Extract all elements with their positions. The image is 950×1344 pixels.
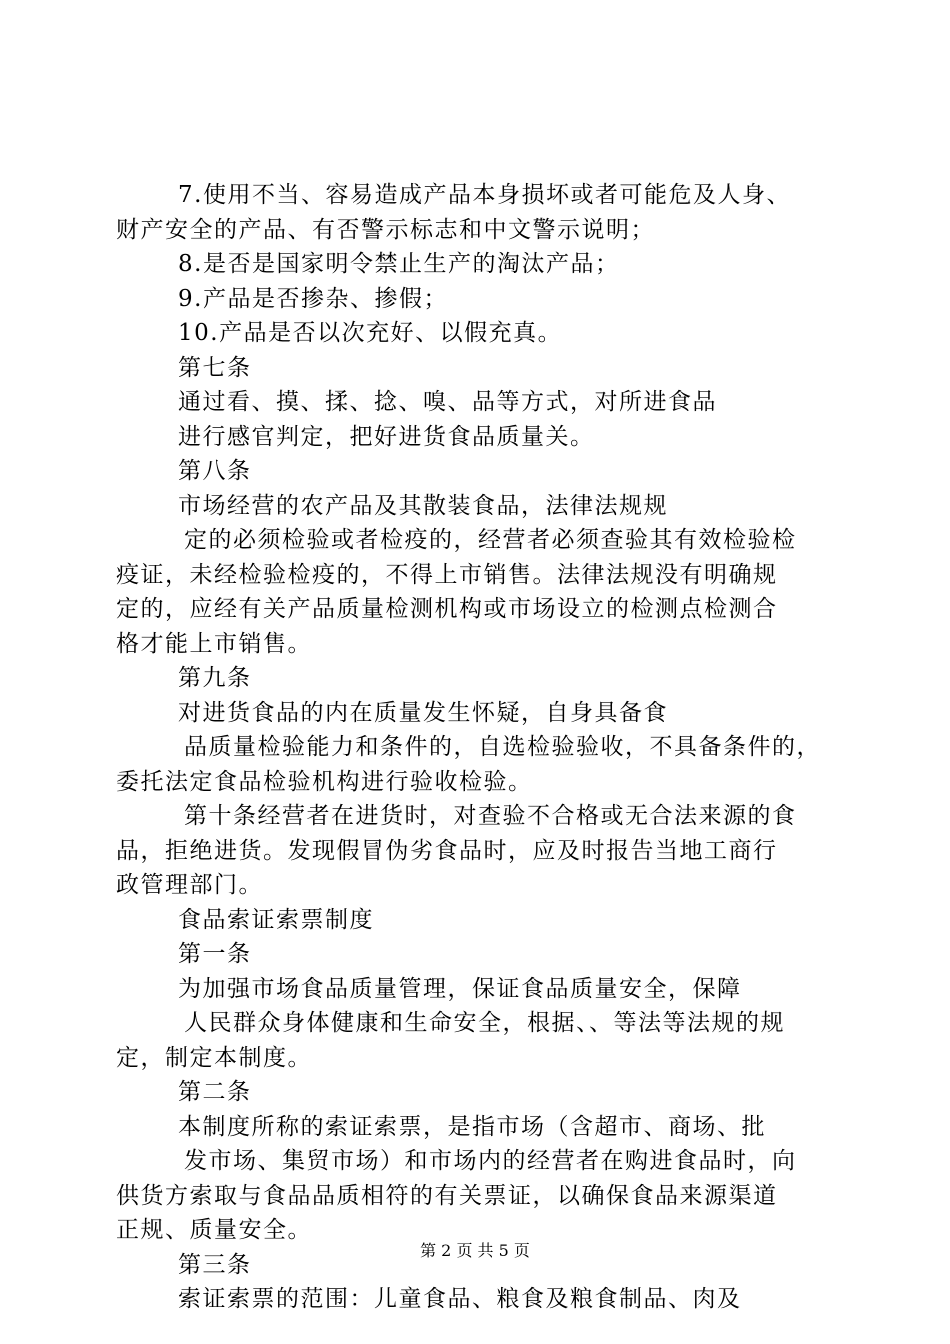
text-line: 食品索证索票制度: [178, 906, 374, 933]
text-line: 对进货食品的内在质量发生怀疑，自身具备食: [178, 699, 668, 726]
text-line: 财产安全的产品、有否警示标志和中文警示说明；: [116, 216, 655, 243]
text-line: 第十条经营者在进货时，对查验不合格或无合法来源的食: [184, 803, 797, 829]
text-line: 本制度所称的索证索票，是指市场（含超市、商场、批: [178, 1113, 766, 1140]
text-line: 第三条: [178, 1251, 252, 1278]
document-body: [116, 178, 836, 1317]
text-line: 9.产品是否掺杂、掺假；: [178, 285, 448, 312]
text-line: 疫证，未经检验检疫的，不得上市销售。法律法规没有明确规: [116, 561, 778, 588]
text-line: 定的必须检验或者检疫的，经营者必须查验其有效检验检: [184, 527, 797, 553]
text-line: 品质量检验能力和条件的，自选检验验收，不具备条件的，: [184, 734, 821, 760]
text-line: 第七条: [178, 354, 252, 381]
text-line: 索证索票的范围：儿童食品、粮食及粮食制品、肉及: [178, 1286, 742, 1312]
text-line: 第九条: [178, 665, 252, 691]
text-line: 品，拒绝进货。发现假冒伪劣食品时，应及时报告当地工商行: [116, 837, 778, 864]
text-line: 第二条: [178, 1079, 252, 1105]
text-line: 发市场、集贸市场）和市场内的经营者在购进食品时，向: [184, 1148, 797, 1174]
text-line: 定，制定本制度。: [116, 1044, 312, 1071]
text-line: 人民群众身体健康和生命安全，根据、、等法等法规的规: [184, 1010, 785, 1036]
text-line: 第一条: [178, 941, 252, 967]
text-line: 格才能上市销售。: [116, 630, 312, 657]
text-line: 为加强市场食品质量管理，保证食品质量安全，保障: [178, 975, 742, 1002]
page-footer: 第 2 页 共 5 页: [420, 1241, 530, 1260]
text-line: 供货方索取与食品品质相符的有关票证，以确保食品来源渠道: [116, 1182, 778, 1209]
text-line: 委托法定食品检验机构进行验收检验。: [116, 768, 533, 795]
text-line: 8.是否是国家明令禁止生产的淘汰产品；: [178, 251, 620, 277]
text-line: 10.产品是否以次充好、以假充真。: [178, 320, 563, 346]
text-line: 正规、质量安全。: [116, 1217, 312, 1243]
text-line: 7.使用不当、容易造成产品本身损坏或者可能危及人身、: [178, 182, 791, 208]
text-line: 市场经营的农产品及其散装食品，法律法规规: [178, 492, 668, 519]
text-line: 进行感官判定，把好进货食品质量关。: [178, 423, 595, 450]
text-line: 通过看、摸、揉、捻、嗅、品等方式，对所进食品: [178, 389, 717, 415]
text-line: 定的，应经有关产品质量检测机构或市场设立的检测点检测合: [116, 596, 778, 622]
text-line: 政管理部门。: [116, 872, 263, 898]
text-line: 第八条: [178, 458, 252, 484]
